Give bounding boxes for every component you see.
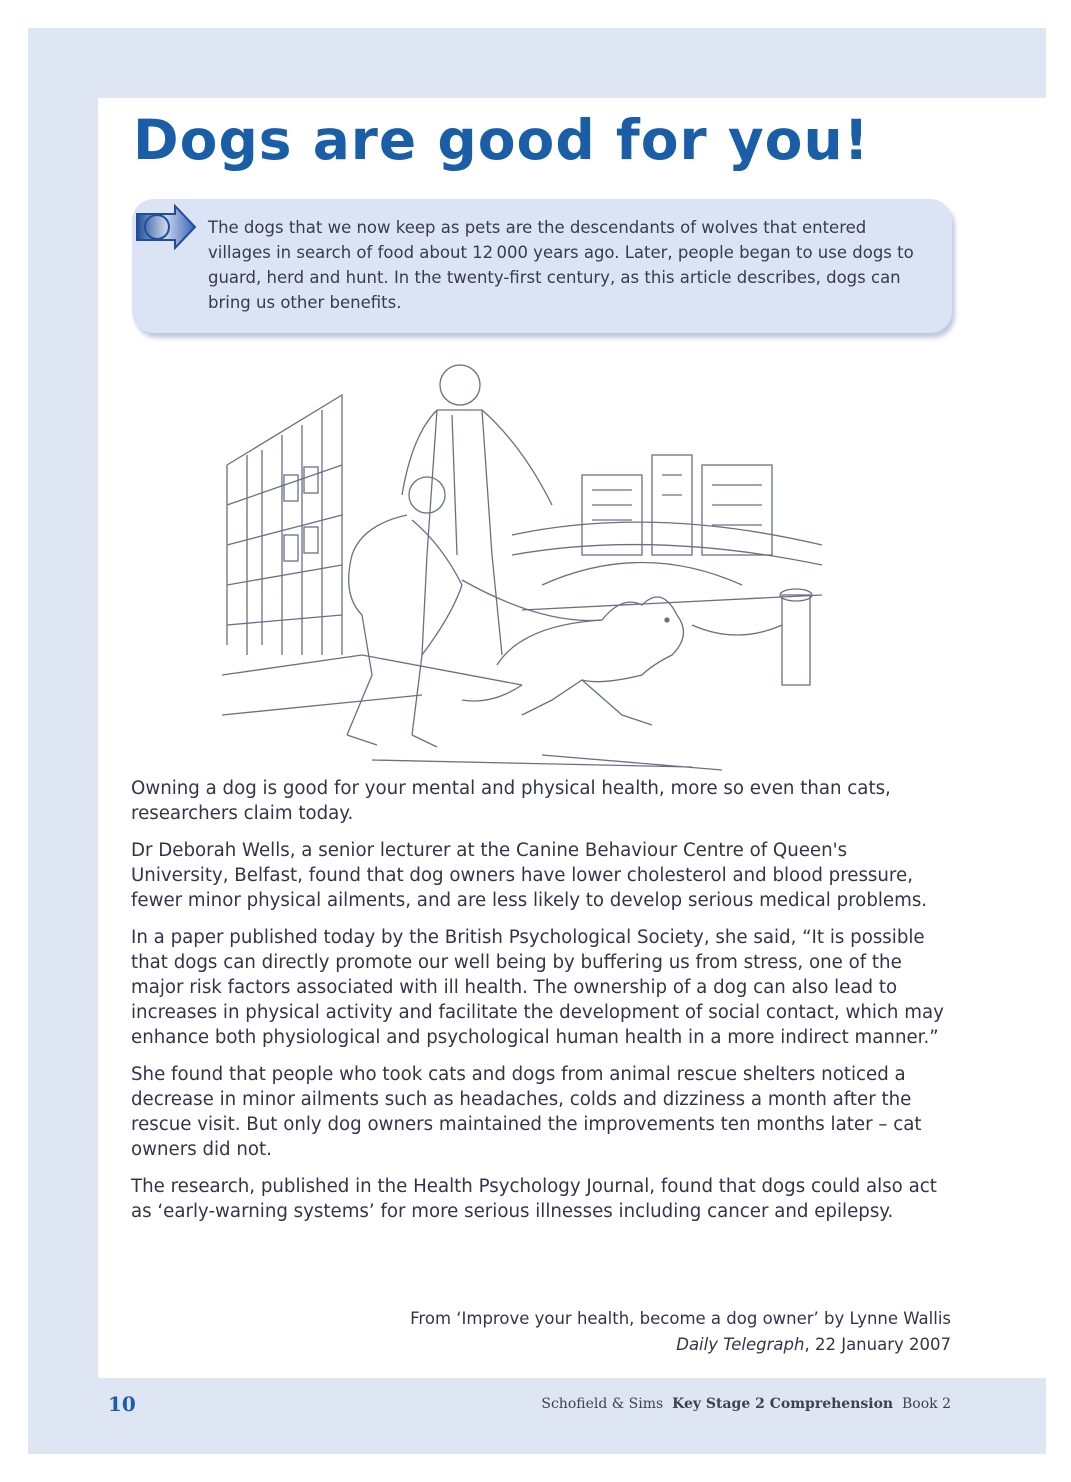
page-footer — [28, 1378, 1046, 1454]
newspaper-name: Daily Telegraph — [676, 1335, 805, 1354]
article-paragraph: In a paper published today by the British Psychological Society, she said, “It is possible that dogs can directly promote our well being by buffering us from stress, one of the major risk factors associated with ill health. The ownership of a dog can also lead to increases in physical activity and facilitate the development of social contact, which may enhance both physiological and psychological human health in a more indirect manner.” — [131, 927, 944, 1048]
article-paragraph: Dr Deborah Wells, a senior lecturer at the Canine Behaviour Centre of Queen's University, Belfast, found that dog owners have lower cholesterol and blood pressure, fewer minor physical ailments, and are less likely to develop serious medical problems. — [131, 840, 928, 911]
intro-text: The dogs that we now keep as pets are the descendants of wolves that entered villages in search of food about 12 000 years ago. Later, people began to use dogs to guard, herd and hunt. In the twenty-first century, as this article describes, dogs can bring us other benefits. — [208, 218, 914, 312]
book-number: Book 2 — [902, 1396, 951, 1412]
article-paragraph: She found that people who took cats and dogs from animal rescue shelters noticed a decrease in minor ailments such as headaches, colds and dizziness a month after the rescue visit. But only dog owners maintained the improvements ten months later – cat owners did not. — [131, 1064, 922, 1160]
series-name: Key Stage 2 Comprehension — [672, 1396, 894, 1412]
article-body — [131, 776, 946, 1236]
family-walking-dog-illustration — [222, 355, 842, 775]
source-publication — [410, 1332, 951, 1358]
source-citation — [410, 1306, 951, 1358]
article-paragraph: The research, published in the Health Psychology Journal, found that dogs could also act as ‘early-warning systems’ for more serious illnesses including cancer and epilepsy. — [131, 1176, 937, 1222]
footer-credit — [541, 1396, 951, 1412]
source-line: From ‘Improve your health, become a dog owner’ by Lynne Wallis — [410, 1309, 951, 1328]
arrow-icon — [135, 204, 197, 250]
article-paragraph: Owning a dog is good for your mental and physical health, more so even than cats, researchers claim today. — [131, 778, 891, 824]
publisher-name: Schofield & Sims — [541, 1396, 664, 1412]
intro-box — [132, 199, 952, 333]
publication-date: , 22 January 2007 — [804, 1335, 951, 1354]
page-title: Dogs are good for you! — [133, 108, 870, 172]
page-number: 10 — [108, 1392, 136, 1416]
